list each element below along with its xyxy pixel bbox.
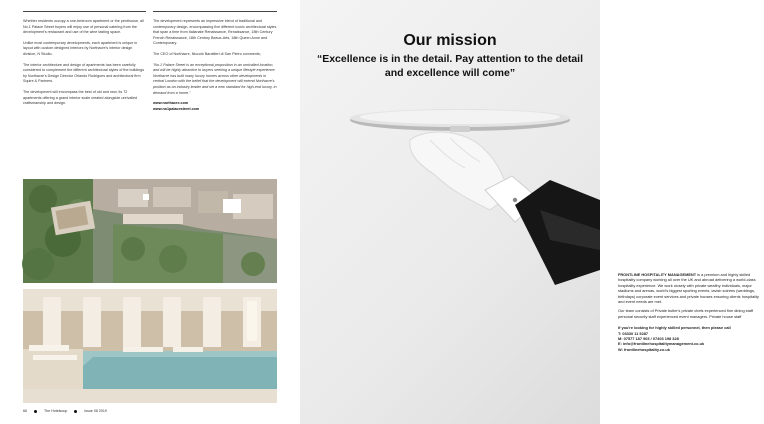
- issue-label: Issue 08 2019: [84, 409, 107, 413]
- ceo-quote: "No.1 Palace Street is an exceptional proposition in an unrivalled location, and will be highly attractive to buyers seeking a unique lifestyle experience. Northacre has built many luxury homes across other developments in central London with the belief that the development will extend Northacre's position as an industry leader and set a new standard for high-end luxury, in demand from a home.": [153, 62, 277, 95]
- page-footer: [23, 409, 113, 413]
- top-rule-col1: [23, 11, 146, 12]
- team-paragraph: Our team consists of Private butler's private chefs experienced fine dining staff personal security staff experienced event managers. Private house staff: [618, 308, 753, 319]
- pool-photo: [23, 289, 277, 403]
- top-rule-col2: [153, 11, 277, 12]
- paragraph: Whether residents occupy a one-bedroom apartment or the penthouse, all No.1 Palace Street buyers will enjoy use of personal catering from the development's restaurant and use of the wine tasting space.: [23, 19, 144, 35]
- paragraph: The development will encompass the best of old and new, its 72 apartments offering a grand interior scale created alongside unrivalled craftsmanship and design.: [23, 89, 138, 106]
- company-name: FRONTLINE HOSPITALITY MANAGEMENT: [618, 272, 697, 277]
- contact-telephone[interactable]: T: 03330 11 5287: [618, 330, 649, 336]
- text-column-1: [23, 19, 146, 112]
- separator-dot: [34, 410, 37, 413]
- intro-text: is a premium and highly skilled hospitality company working all over the UK and abroad delivering a world-class hospitality experience. We work closely with private wealthy individuals, major stadiums and arenas, world's biggest sporting events, lavish soirées (weddings, birthdays) corporate event services and private houses ensuring clients hospitality and event needs are met.: [618, 272, 760, 305]
- publication-name: The Hotelsoup: [43, 409, 68, 413]
- contact-email[interactable]: E: info@frontlinehospitalitymanagement.co.uk: [618, 341, 705, 347]
- website-link-palace-street[interactable]: www.no1palacestreet.com: [153, 106, 200, 111]
- company-description: [618, 272, 764, 352]
- page-number: 66: [23, 409, 27, 413]
- separator-dot: [74, 410, 77, 413]
- paragraph: Unlike most contemporary developments, each apartment is unique in layout with custom designed interiors by Northacre's interior design division, N Studio.: [23, 40, 138, 56]
- mission-title: Our mission: [403, 32, 497, 49]
- intro-paragraph: [618, 272, 764, 304]
- aerial-photo: [23, 179, 277, 283]
- mission-quote: “Excellence is in the detail. Pay attention to the detail and excellence will come”: [316, 53, 584, 79]
- paragraph: The CEO of Northacre, Niccolò Barattieri di San Pietro comments;: [153, 51, 261, 56]
- contact-intro: If you're looking for highly skilled personnel, then please call: [618, 325, 731, 331]
- text-column-2: [153, 19, 277, 117]
- contact-block: [618, 325, 764, 352]
- contact-website[interactable]: W: frontlinehospitality.co.uk: [618, 346, 670, 352]
- paragraph: The development represents an impressive blend of traditional and contemporary design, encompassing five different iconic architectural styles that span a time from Italianate Renaissance, Renaissance, 18th Century French Renaissance, 18th Century Beaux-Arts, 18th Queen Anne and Contemporary.: [153, 19, 277, 46]
- left-page: [0, 0, 300, 424]
- website-link-northacre[interactable]: www.northacre.com: [153, 101, 189, 106]
- contact-mobile[interactable]: M: 07577 187 903 / 07403 198 328: [618, 336, 679, 342]
- paragraph: The interior architecture and design of apartments has been carefully considered to complement the different architectural styles of the buildings by Northacre's Design Director Orlando Rodrigues and architectural firm Squire & Partners.: [23, 62, 145, 84]
